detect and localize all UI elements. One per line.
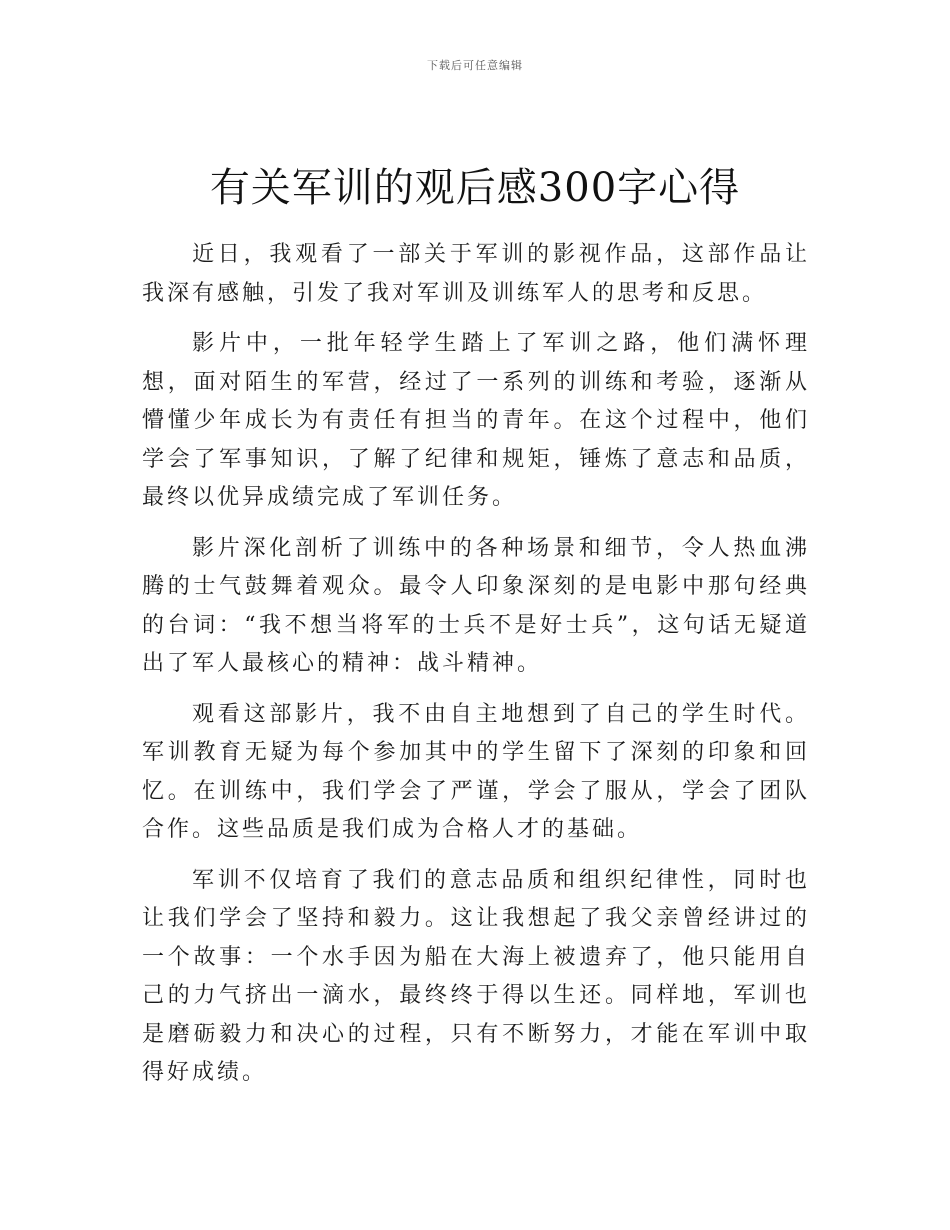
paragraph-5: 军训不仅培育了我们的意志品质和组织纪律性，同时也让我们学会了坚持和毅力。这让我想起了我父亲曾经讲过的一个故事：一个水手因为船在大海上被遗弃了，他只能用自己的力气挤出一滴水，最终终于得以生还。同样地，军训也是磨砺毅力和决心的过程，只有不断努力，才能在军训中取得好成绩。 xyxy=(142,867,810,1085)
paragraph-2: 影片中，一批年轻学生踏上了军训之路，他们满怀理想，面对陌生的军营，经过了一系列的训练和考验，逐渐从懵懂少年成长为有责任有担当的青年。在这个过程中，他们学会了军事知识，了解了纪律和规矩，锤炼了意志和品质，最终以优异成绩完成了军训任务。 xyxy=(142,331,810,510)
paragraph-3: 影片深化剖析了训练中的各种场景和细节，令人热血沸腾的士气鼓舞着观众。最令人印象深刻的是电影中那句经典的台词：“我不想当将军的士兵不是好士兵”，这句话无疑道出了军人最核心的精神：战斗精神。 xyxy=(142,535,810,676)
document-body xyxy=(142,236,810,1105)
header-note: 下载后可任意编辑 xyxy=(427,59,523,72)
paragraph-1: 近日，我观看了一部关于军训的影视作品，这部作品让我深有感触，引发了我对军训及训练军人的思考和反思。 xyxy=(142,242,810,306)
document-title: 有关军训的观后感300字心得 xyxy=(209,165,741,211)
paragraph-4: 观看这部影片，我不由自主地想到了自己的学生时代。军训教育无疑为每个参加其中的学生留下了深刻的印象和回忆。在训练中，我们学会了严谨，学会了服从，学会了团队合作。这些品质是我们成为合格人才的基础。 xyxy=(142,701,810,842)
